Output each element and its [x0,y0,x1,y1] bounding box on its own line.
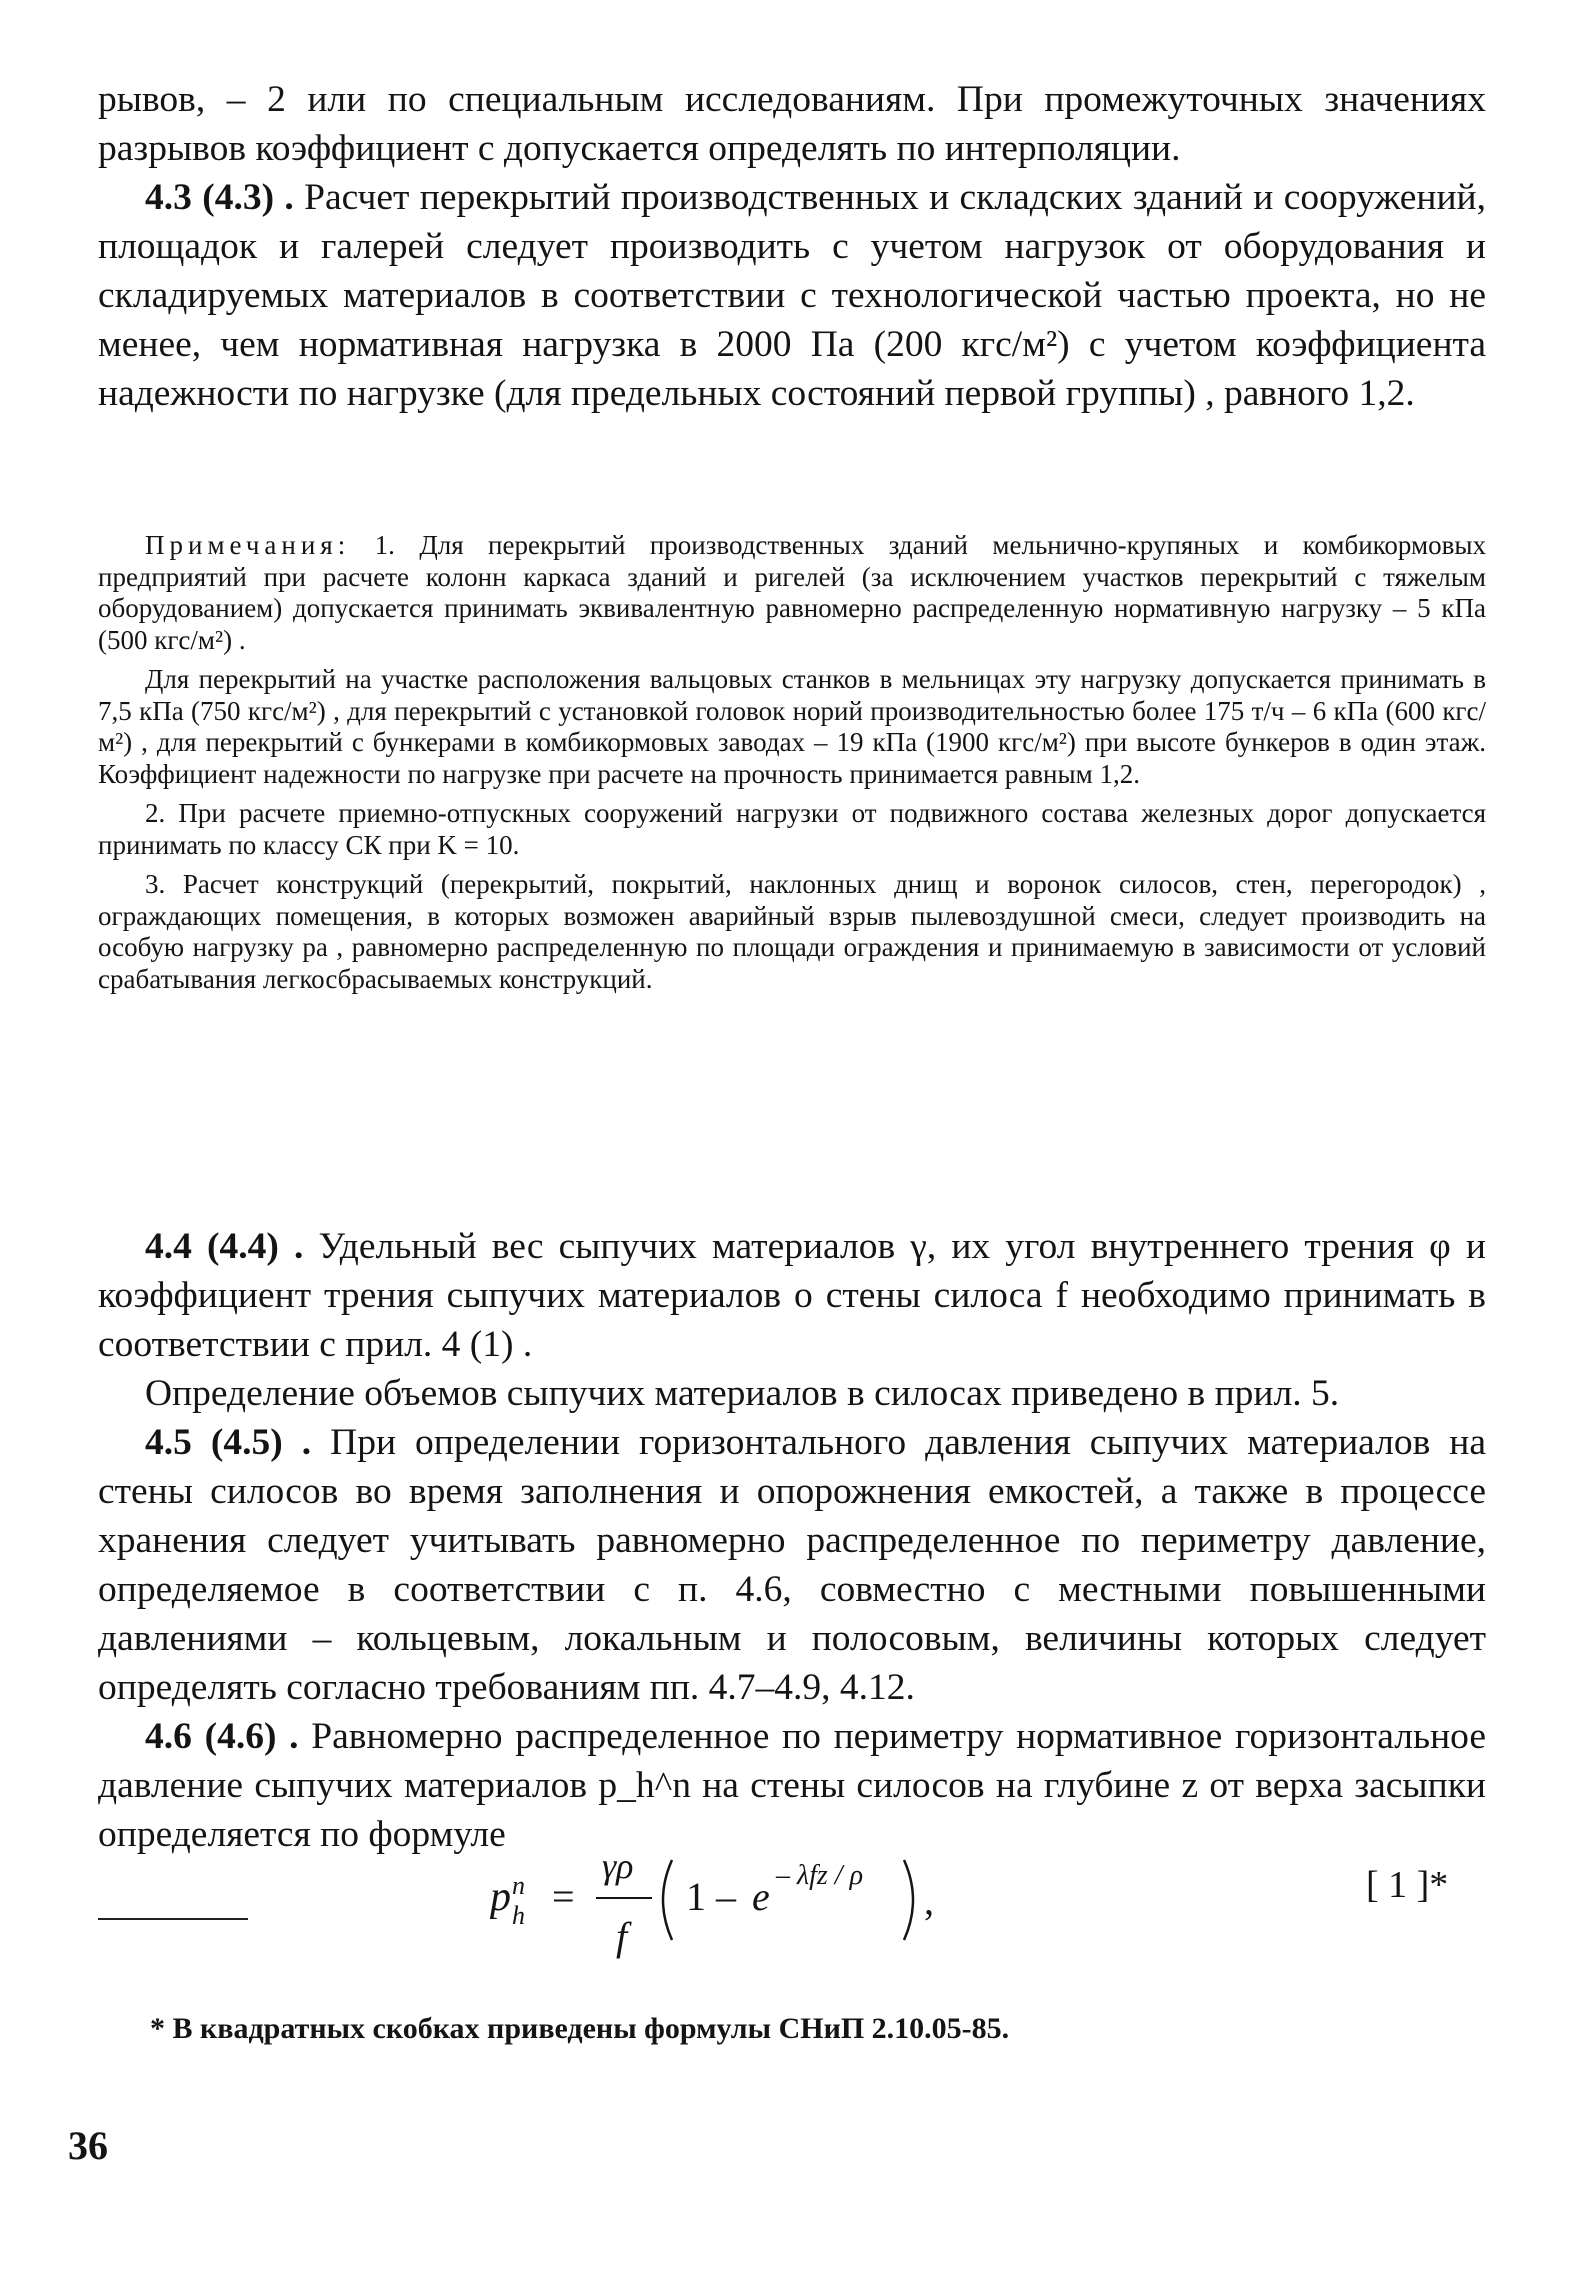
note-3: 3. Расчет конструкций (перекрытий, покрытий, наклонных днищ и воронок силосов, стен, перегородок) , ограждающих помещения, в которых возможен аварийный взрыв пылевоздушной смеси, следует производить на особую нагрузку pa , равномерно распределенную по площади ограждения и принимаемую в зависимости от условий срабатывания легкосбрасываемых конструкций. [98,869,1486,994]
footnote-rule [98,1918,248,1920]
clause-text: При определении горизонтального давления сыпучих материалов на стены силосов во время заполнения и опорожнения емкостей, а также в процессе хранения следует учитывать равномерно распределенное по периметру давление, определяемое в соответствии с п. 4.6, совместно с местными повышенными давлениями – кольцевым, локальным и полосовым, величины которых следует определять согласно требованиям пп. 4.7–4.9, 4.12. [98,1422,1486,1708]
body-top [98,75,1486,418]
formula-denominator: f [616,1914,628,1959]
formula-number: [ 1 ]* [1366,1864,1449,1906]
formula-one-minus: 1 – [686,1874,736,1919]
clause-number: 4.5 (4.5) . [145,1422,312,1463]
note-2: 2. При расчете приемно-отпускных сооружений нагрузки от подвижного состава железных дорог допускается принимать по классу СК при K = 10. [98,798,1486,860]
formula-numerator: γρ [602,1846,634,1886]
note-1-continued: Для перекрытий на участке расположения вальцовых станков в мельницах эту нагрузку допускается принимать в 7,5 кПа (750 кгс/м²) , для перекрытий с установкой головок норий производительностью более 175 т/ч – 6 кПа (600 кгс/м²) , для перекрытий с бункерами в комбикормовых заводах – 19 кПа (1900 кгс/м²) при высоте бункеров в один этаж. Коэффициент надежности по нагрузке при расчете на прочность принимается равным 1,2. [98,664,1486,789]
left-paren [663,1860,672,1940]
formula-lhs-sup: n [512,1871,525,1900]
formula-comma: , [924,1878,934,1923]
body-bottom [98,1222,1486,1859]
paragraph-continuation: рывов, – 2 или по специальным исследованиям. При промежуточных значениях разрывов коэффициент с допускается определять по интерполяции. [98,79,1486,169]
right-paren [904,1860,913,1940]
formula-1 [490,1838,1130,1968]
note-1 [98,530,1486,656]
clause-number: 4.6 (4.6) . [145,1716,299,1757]
paragraph-4-4-appendix: Определение объемов сыпучих материалов в силосах приведено в прил. 5. [145,1373,1340,1414]
clause-number: 4.4 (4.4) . [145,1226,304,1267]
formula-e: e [752,1874,770,1919]
page-number: 36 [68,2123,108,2168]
formula-lhs-sub: h [512,1901,525,1930]
paragraph-4-3 [98,173,1486,418]
note-1-text: 1. Для перекрытий производственных зданий мельнично-крупяных и комбикормовых предприятий при расчете колонн каркаса зданий и ригелей (за исключением участков перекрытий с тяжелым оборудованием) допускается принимать эквивалентную равномерно распределенную нормативную нагрузку – 5 кПа (500 кгс/м²) . [98,530,1486,655]
clause-text: Удельный вес сыпучих материалов γ, их угол внутреннего трения φ и коэффициент трения сыпучих материалов о стены силоса f необходимо принимать в соответствии с прил. 4 (1) . [98,1226,1486,1365]
formula-lhs: p [490,1874,511,1920]
paragraph-4-6 [98,1712,1486,1859]
clause-text: Равномерно распределенное по периметру нормативное горизонтальное давление сыпучих материалов p_h^n на стены силосов на глубине z от верха засыпки определяется по формуле [98,1716,1487,1855]
footnote: * В квадратных скобках приведены формулы СНиП 2.10.05-85. [150,2012,1010,2045]
formula-equals: = [552,1874,575,1919]
clause-text: Расчет перекрытий производственных и складских зданий и сооружений, площадок и галерей следует производить с учетом нагрузок от оборудования и складируемых материалов в соответствии с технологической частью проекта, но не менее, чем нормативная нагрузка в 2000 Па (200 кгс/м²) с учетом коэффициента надежности по нагрузке (для предельных состояний первой группы) , равного 1,2. [98,177,1486,414]
notes-block [98,530,1486,1003]
clause-number: 4.3 (4.3) . [145,177,294,218]
notes-label: Примечания: [145,530,351,560]
paragraph-4-5 [98,1418,1486,1712]
formula-exponent: – λfz / ρ [776,1860,864,1891]
paragraph-4-4 [98,1222,1486,1369]
